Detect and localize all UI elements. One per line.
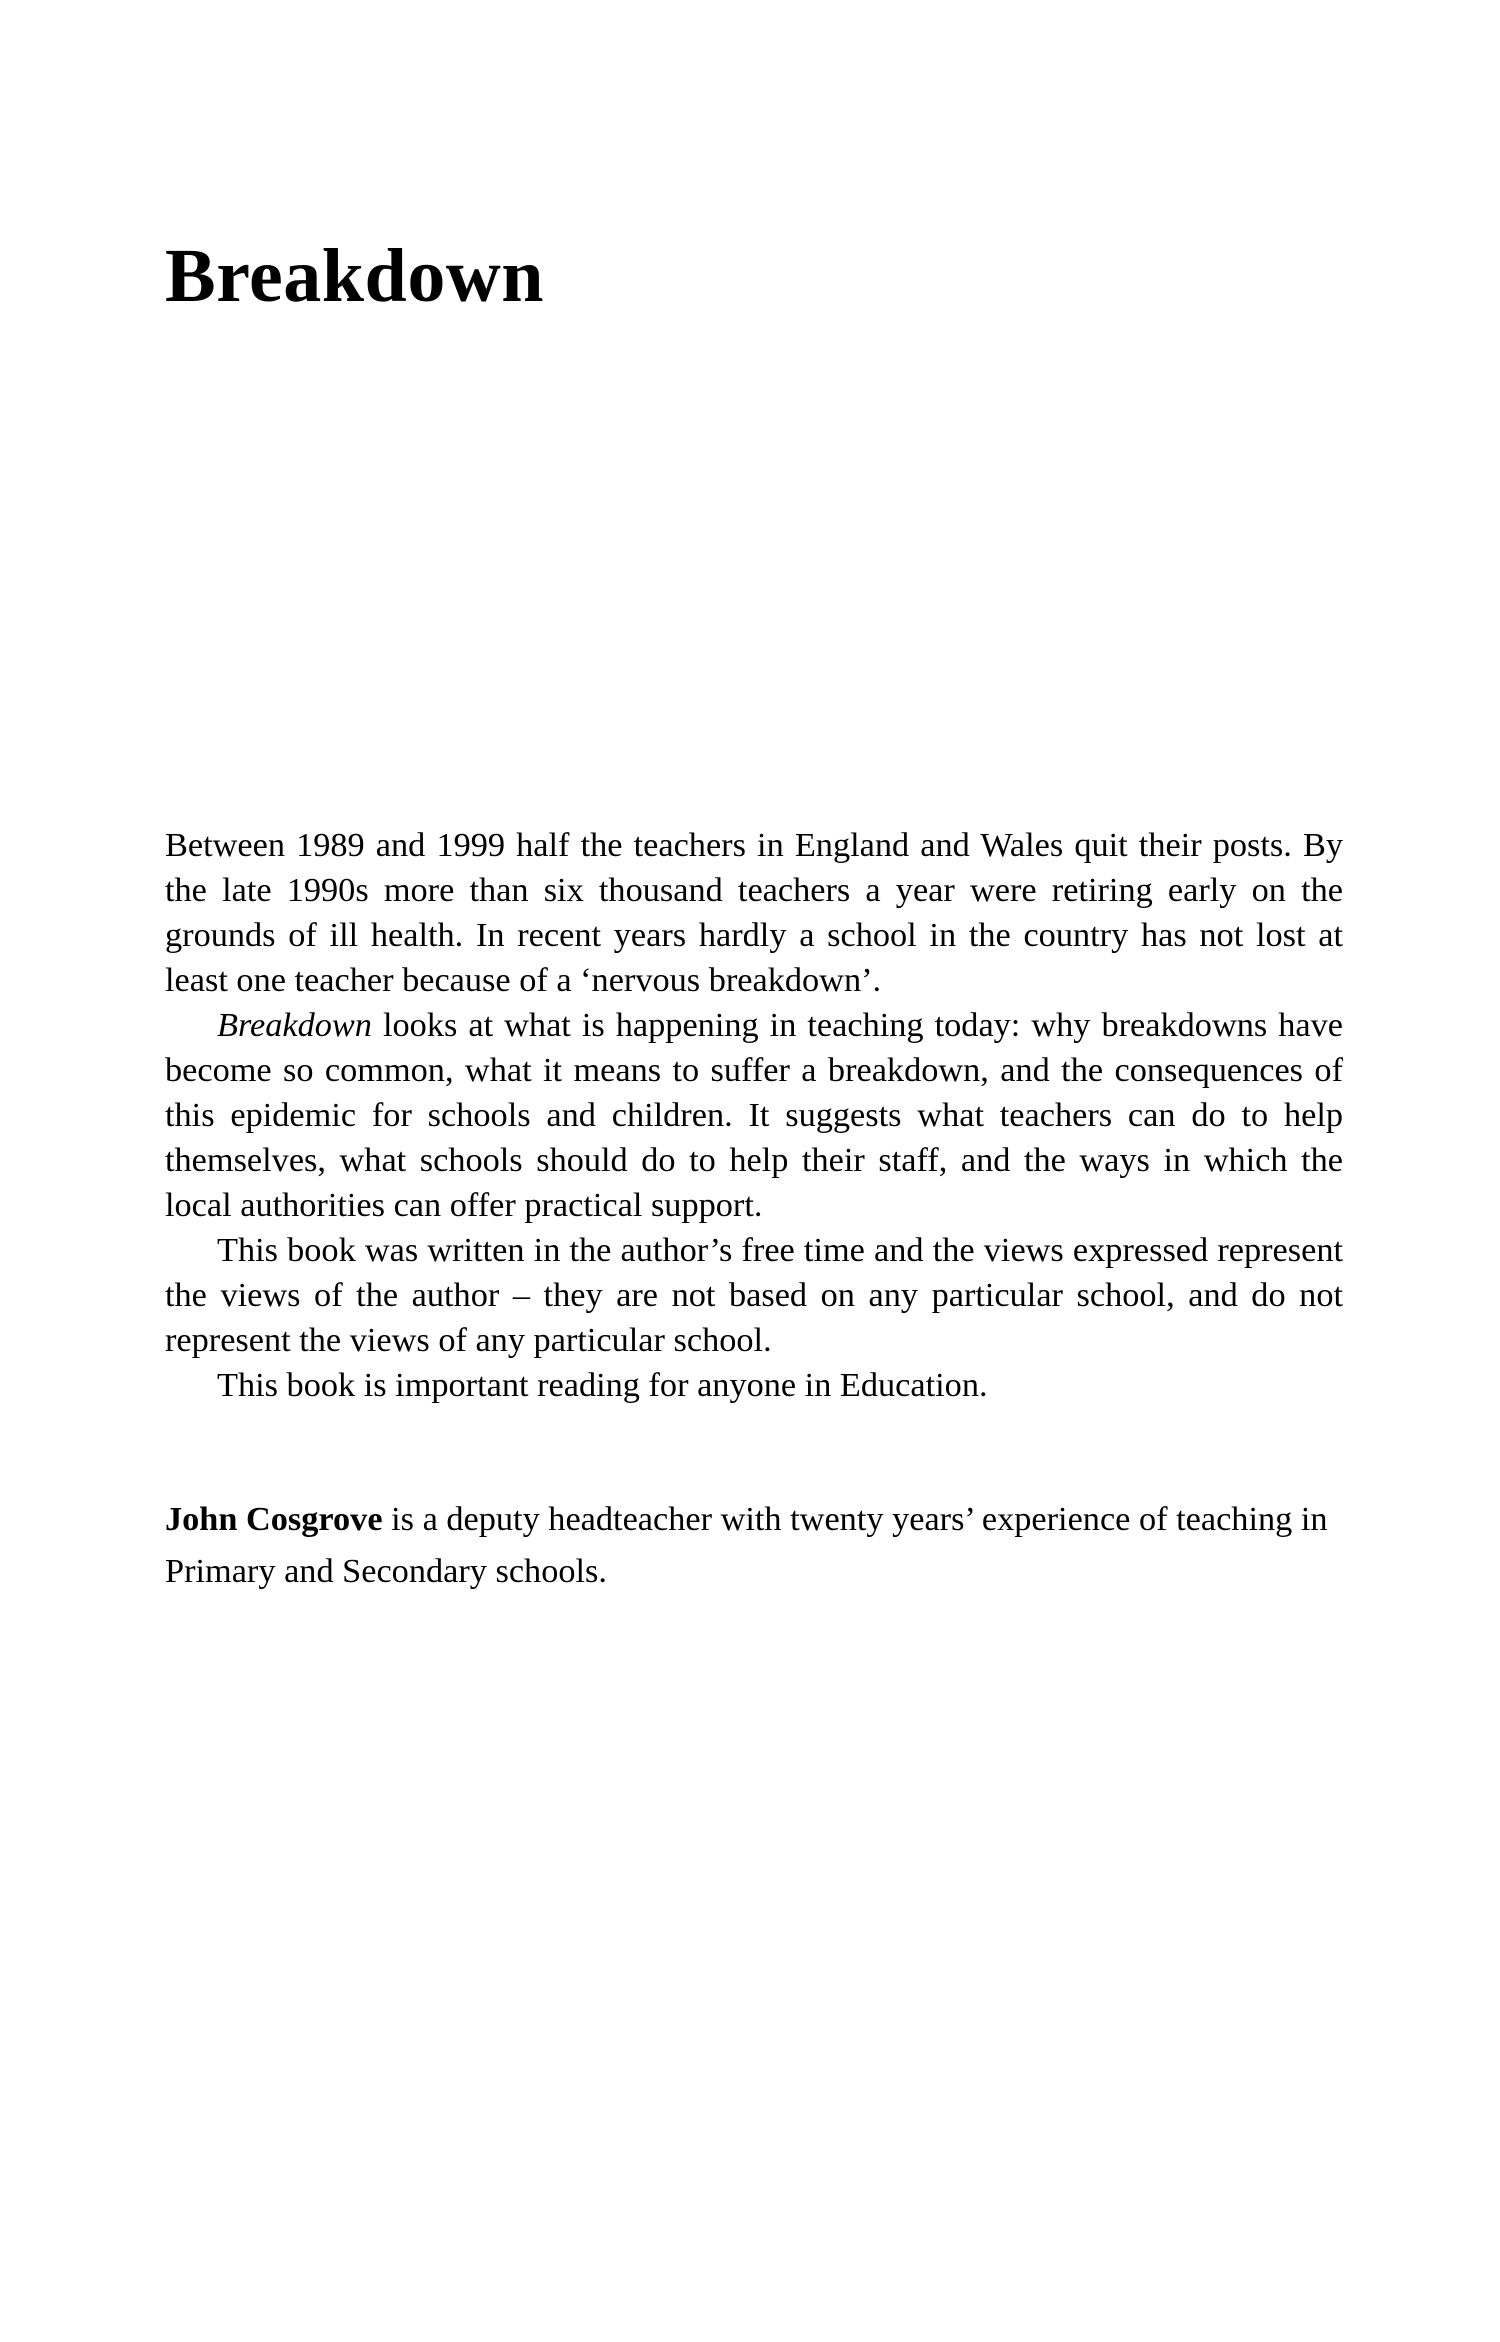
book-title-reference: Breakdown bbox=[217, 1006, 372, 1044]
author-name: John Cosgrove bbox=[165, 1500, 383, 1538]
blurb-paragraph-4: This book is important reading for anyone in Education. bbox=[217, 1366, 988, 1404]
page-title: Breakdown bbox=[165, 234, 544, 318]
author-bio bbox=[165, 1493, 1343, 1597]
blurb-paragraph-3: This book was written in the author’s free time and the views expressed represent the views of the author – they are not based on any particular school, and do not represent the views of any particular school. bbox=[165, 1231, 1343, 1359]
blurb-paragraph-2-text: looks at what is happening in teaching today: why breakdowns have become so common, what it means to suffer a breakdown, and the consequences of this epidemic for schools and children. It suggests what teachers can do to help themselves, what schools should do to help their staff, and the ways in which the local authorities can offer practical support. bbox=[165, 1006, 1343, 1224]
blurb-paragraph-1: Between 1989 and 1999 half the teachers in England and Wales quit their posts. By the late 1990s more than six thousand teachers a year were retiring early on the grounds of ill health. In recent years hardly a school in the country has not lost at least one teacher because of a ‘nervous breakdown’. bbox=[165, 826, 1343, 999]
blurb bbox=[165, 823, 1343, 1408]
author-bio-text: is a deputy headteacher with twenty years’ experience of teaching in Primary and Secondary schools. bbox=[165, 1500, 1328, 1590]
blurb-paragraph-2 bbox=[165, 1003, 1343, 1228]
